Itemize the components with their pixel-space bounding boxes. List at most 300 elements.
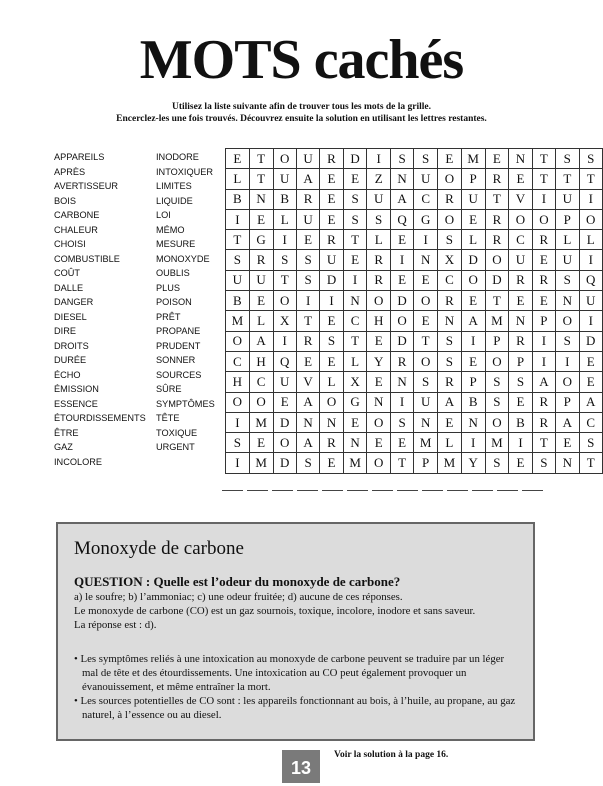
- grid-cell[interactable]: T: [485, 189, 509, 209]
- grid-cell[interactable]: O: [414, 291, 438, 311]
- grid-cell[interactable]: T: [296, 311, 319, 331]
- grid-cell[interactable]: B: [509, 412, 532, 432]
- grid-cell[interactable]: H: [367, 311, 390, 331]
- grid-cell[interactable]: A: [296, 392, 319, 412]
- grid-cell[interactable]: O: [556, 372, 579, 392]
- grid-cell[interactable]: S: [390, 149, 413, 169]
- grid-row: [226, 412, 603, 432]
- grid-cell[interactable]: P: [556, 392, 579, 412]
- word-list-item: DANGER: [54, 297, 94, 307]
- grid-cell[interactable]: G: [414, 209, 438, 229]
- grid-cell[interactable]: O: [485, 351, 509, 371]
- grid-cell[interactable]: M: [438, 453, 462, 473]
- grid-cell[interactable]: H: [226, 372, 250, 392]
- grid-cell[interactable]: T: [343, 230, 367, 250]
- grid-cell[interactable]: S: [556, 331, 579, 351]
- grid-cell[interactable]: I: [579, 189, 603, 209]
- grid-cell[interactable]: D: [390, 291, 413, 311]
- grid-cell[interactable]: E: [249, 209, 273, 229]
- grid-cell[interactable]: N: [296, 412, 319, 432]
- grid-cell[interactable]: S: [320, 331, 343, 351]
- grid-cell[interactable]: B: [461, 392, 485, 412]
- grid-cell[interactable]: I: [343, 270, 367, 290]
- grid-cell[interactable]: T: [532, 433, 555, 453]
- answer-blank[interactable]: [222, 490, 243, 491]
- grid-cell[interactable]: T: [249, 149, 273, 169]
- grid-cell[interactable]: O: [249, 392, 273, 412]
- grid-cell[interactable]: R: [367, 270, 390, 290]
- grid-cell[interactable]: E: [367, 331, 390, 351]
- grid-cell[interactable]: L: [249, 311, 273, 331]
- grid-cell[interactable]: N: [509, 149, 532, 169]
- grid-cell[interactable]: V: [296, 372, 319, 392]
- grid-cell[interactable]: I: [320, 291, 343, 311]
- grid-cell[interactable]: N: [343, 433, 367, 453]
- grid-cell[interactable]: D: [273, 412, 296, 432]
- word-list-item: LOI: [156, 210, 171, 220]
- grid-cell[interactable]: P: [509, 351, 532, 371]
- grid-cell[interactable]: U: [556, 250, 579, 270]
- grid-cell[interactable]: X: [343, 372, 367, 392]
- word-list-item: MÉMO: [156, 224, 185, 235]
- grid-cell[interactable]: E: [579, 372, 603, 392]
- grid-cell[interactable]: U: [414, 169, 438, 189]
- grid-cell[interactable]: C: [438, 270, 462, 290]
- grid-cell[interactable]: E: [438, 149, 462, 169]
- grid-cell[interactable]: P: [485, 331, 509, 351]
- word-list-item: ÊTRE: [54, 427, 79, 438]
- grid-cell[interactable]: H: [249, 351, 273, 371]
- grid-cell[interactable]: O: [226, 331, 250, 351]
- grid-row: [226, 453, 603, 473]
- grid-cell[interactable]: D: [320, 270, 343, 290]
- answer-blank[interactable]: [397, 490, 418, 491]
- grid-cell[interactable]: S: [438, 351, 462, 371]
- grid-cell[interactable]: A: [438, 392, 462, 412]
- grid-row: [226, 230, 603, 250]
- grid-cell[interactable]: M: [226, 311, 250, 331]
- grid-cell[interactable]: S: [579, 149, 603, 169]
- grid-cell[interactable]: R: [390, 351, 413, 371]
- grid-cell[interactable]: E: [509, 453, 532, 473]
- grid-cell[interactable]: I: [532, 189, 555, 209]
- grid-cell[interactable]: M: [485, 433, 509, 453]
- grid-cell[interactable]: S: [556, 270, 579, 290]
- grid-cell[interactable]: U: [296, 149, 319, 169]
- grid-cell[interactable]: R: [249, 250, 273, 270]
- grid-cell[interactable]: L: [556, 230, 579, 250]
- answer-blank[interactable]: [247, 490, 268, 491]
- grid-cell[interactable]: T: [556, 169, 579, 189]
- page-number: 13: [282, 750, 320, 783]
- grid-cell[interactable]: R: [296, 189, 319, 209]
- grid-cell[interactable]: S: [390, 412, 413, 432]
- answer-blank[interactable]: [347, 490, 368, 491]
- grid-cell[interactable]: E: [320, 351, 343, 371]
- grid-cell[interactable]: O: [438, 209, 462, 229]
- grid-cell[interactable]: I: [532, 331, 555, 351]
- grid-cell[interactable]: E: [532, 291, 555, 311]
- answer-blank[interactable]: [322, 490, 343, 491]
- grid-cell[interactable]: O: [367, 453, 390, 473]
- grid-cell[interactable]: R: [296, 331, 319, 351]
- answer-blank[interactable]: [522, 490, 543, 491]
- grid-cell[interactable]: O: [320, 392, 343, 412]
- grid-cell[interactable]: A: [390, 189, 413, 209]
- grid-cell[interactable]: E: [461, 291, 485, 311]
- grid-cell[interactable]: E: [390, 433, 413, 453]
- grid-cell[interactable]: L: [438, 433, 462, 453]
- grid-cell[interactable]: S: [532, 453, 555, 473]
- grid-cell[interactable]: R: [532, 412, 555, 432]
- grid-cell[interactable]: A: [532, 372, 555, 392]
- grid-cell[interactable]: T: [532, 169, 555, 189]
- grid-cell[interactable]: E: [438, 412, 462, 432]
- grid-cell[interactable]: O: [485, 412, 509, 432]
- grid-cell[interactable]: R: [320, 230, 343, 250]
- grid-cell[interactable]: N: [556, 291, 579, 311]
- grid-cell[interactable]: U: [579, 291, 603, 311]
- grid-cell[interactable]: S: [343, 189, 367, 209]
- grid-cell[interactable]: R: [438, 189, 462, 209]
- grid-cell[interactable]: T: [579, 169, 603, 189]
- grid-cell[interactable]: O: [485, 250, 509, 270]
- grid-cell[interactable]: L: [273, 209, 296, 229]
- word-list-item: CHALEUR: [54, 224, 98, 235]
- grid-cell[interactable]: P: [532, 311, 555, 331]
- instructions-line-2: Encerclez-les une fois trouvés. Découvrez ensuite la solution en utilisant les lettres restantes.: [116, 114, 487, 124]
- grid-cell[interactable]: N: [343, 291, 367, 311]
- grid-cell[interactable]: M: [461, 149, 485, 169]
- grid-cell[interactable]: O: [367, 291, 390, 311]
- grid-cell[interactable]: U: [556, 189, 579, 209]
- grid-cell[interactable]: T: [249, 169, 273, 189]
- grid-cell[interactable]: D: [273, 453, 296, 473]
- grid-cell[interactable]: E: [532, 250, 555, 270]
- grid-cell[interactable]: Z: [367, 169, 390, 189]
- grid-cell[interactable]: E: [320, 169, 343, 189]
- grid-cell[interactable]: E: [343, 250, 367, 270]
- grid-cell[interactable]: E: [296, 230, 319, 250]
- grid-cell[interactable]: N: [320, 412, 343, 432]
- grid-cell[interactable]: S: [273, 250, 296, 270]
- grid-cell[interactable]: C: [343, 311, 367, 331]
- quiz-options: a) le soufre; b) l’ammoniac; c) une odeur fruitée; d) aucune de ces réponses.: [74, 591, 403, 603]
- grid-cell[interactable]: Q: [579, 270, 603, 290]
- grid-cell[interactable]: X: [273, 311, 296, 331]
- grid-cell[interactable]: U: [414, 392, 438, 412]
- grid-cell[interactable]: R: [438, 372, 462, 392]
- grid-cell[interactable]: S: [226, 250, 250, 270]
- grid-cell[interactable]: A: [296, 433, 319, 453]
- grid-cell[interactable]: E: [414, 270, 438, 290]
- page-title: MOTS cachés: [139, 29, 464, 91]
- grid-cell[interactable]: I: [532, 351, 555, 371]
- grid-cell[interactable]: O: [579, 209, 603, 229]
- grid-cell[interactable]: L: [461, 230, 485, 250]
- grid-cell[interactable]: S: [485, 453, 509, 473]
- grid-cell[interactable]: U: [273, 372, 296, 392]
- grid-cell[interactable]: M: [414, 433, 438, 453]
- answer-blank[interactable]: [472, 490, 493, 491]
- grid-cell[interactable]: S: [296, 270, 319, 290]
- word-list-item: INTOXIQUER: [156, 166, 214, 177]
- grid-cell[interactable]: U: [320, 250, 343, 270]
- grid-cell[interactable]: M: [249, 412, 273, 432]
- grid-cell[interactable]: S: [226, 433, 250, 453]
- grid-cell[interactable]: O: [390, 311, 413, 331]
- grid-cell[interactable]: S: [485, 372, 509, 392]
- grid-cell[interactable]: C: [579, 412, 603, 432]
- grid-cell[interactable]: A: [556, 412, 579, 432]
- grid-cell[interactable]: Q: [390, 209, 413, 229]
- grid-cell[interactable]: L: [343, 351, 367, 371]
- grid-cell[interactable]: R: [485, 230, 509, 250]
- word-list-item: SONNER: [156, 355, 196, 365]
- grid-cell[interactable]: G: [249, 230, 273, 250]
- grid-cell[interactable]: T: [532, 149, 555, 169]
- grid-cell[interactable]: U: [461, 189, 485, 209]
- answer-blank[interactable]: [497, 490, 518, 491]
- grid-cell[interactable]: I: [296, 291, 319, 311]
- grid-cell[interactable]: U: [367, 189, 390, 209]
- grid-cell[interactable]: R: [320, 149, 343, 169]
- word-list-item: APPAREILS: [54, 152, 105, 162]
- grid-cell[interactable]: S: [485, 392, 509, 412]
- grid-cell[interactable]: M: [485, 311, 509, 331]
- grid-cell[interactable]: O: [509, 209, 532, 229]
- grid-cell[interactable]: M: [343, 453, 367, 473]
- grid-cell[interactable]: I: [226, 453, 250, 473]
- grid-cell[interactable]: I: [556, 351, 579, 371]
- grid-cell[interactable]: T: [226, 230, 250, 250]
- word-list-item: LIMITES: [156, 181, 192, 191]
- grid-cell[interactable]: T: [485, 291, 509, 311]
- grid-cell[interactable]: E: [367, 433, 390, 453]
- grid-cell[interactable]: E: [249, 291, 273, 311]
- answer-blank[interactable]: [372, 490, 393, 491]
- word-list-item: PROPANE: [156, 326, 201, 336]
- grid-cell[interactable]: D: [579, 331, 603, 351]
- grid-cell[interactable]: S: [509, 372, 532, 392]
- grid-cell[interactable]: P: [414, 453, 438, 473]
- grid-cell[interactable]: S: [343, 209, 367, 229]
- answer-blank[interactable]: [447, 490, 468, 491]
- grid-cell[interactable]: S: [414, 372, 438, 392]
- grid-cell[interactable]: C: [509, 230, 532, 250]
- grid-cell[interactable]: I: [390, 250, 413, 270]
- grid-cell[interactable]: E: [343, 169, 367, 189]
- grid-cell[interactable]: I: [579, 311, 603, 331]
- grid-cell[interactable]: I: [509, 433, 532, 453]
- grid-cell[interactable]: P: [556, 209, 579, 229]
- grid-cell[interactable]: N: [414, 250, 438, 270]
- grid-cell[interactable]: E: [461, 209, 485, 229]
- grid-row: [226, 189, 603, 209]
- grid-cell[interactable]: E: [273, 392, 296, 412]
- grid-cell[interactable]: U: [249, 270, 273, 290]
- grid-cell[interactable]: E: [367, 372, 390, 392]
- grid-cell[interactable]: O: [367, 412, 390, 432]
- grid-cell[interactable]: L: [320, 372, 343, 392]
- grid-cell[interactable]: O: [226, 392, 250, 412]
- grid-cell[interactable]: I: [390, 392, 413, 412]
- grid-cell[interactable]: N: [509, 311, 532, 331]
- grid-cell[interactable]: U: [226, 270, 250, 290]
- grid-cell[interactable]: E: [249, 433, 273, 453]
- word-list-item: PRÊT: [156, 311, 181, 322]
- grid-cell[interactable]: E: [485, 149, 509, 169]
- grid-cell[interactable]: O: [556, 311, 579, 331]
- word-list-item: ÉMISSION: [54, 384, 99, 394]
- fact-bullet-symptoms: • Les symptômes reliés à une intoxication au monoxyde de carbone peuvent se traduire par un léger mal de tête et des étourdissements. Une intoxication au CO peut également provoquer un évanouissement, et même entraîner la mort.: [74, 653, 505, 693]
- instructions: [0, 101, 603, 125]
- grid-cell[interactable]: E: [579, 351, 603, 371]
- grid-cell[interactable]: R: [532, 230, 555, 250]
- grid-cell[interactable]: R: [509, 270, 532, 290]
- grid-cell[interactable]: S: [414, 149, 438, 169]
- grid-cell[interactable]: T: [343, 331, 367, 351]
- word-list-item: CARBONE: [54, 210, 100, 220]
- grid-cell[interactable]: R: [532, 392, 555, 412]
- grid-cell[interactable]: N: [556, 453, 579, 473]
- grid-cell[interactable]: R: [367, 250, 390, 270]
- word-list-column-2: [156, 150, 215, 455]
- grid-cell[interactable]: O: [414, 351, 438, 371]
- grid-row: [226, 270, 603, 290]
- word-list-item: MESURE: [156, 239, 196, 249]
- grid-cell[interactable]: N: [390, 372, 413, 392]
- grid-cell[interactable]: Q: [273, 351, 296, 371]
- grid-cell[interactable]: E: [320, 453, 343, 473]
- grid-cell[interactable]: I: [226, 209, 250, 229]
- grid-cell[interactable]: I: [579, 250, 603, 270]
- grid-cell[interactable]: L: [579, 230, 603, 250]
- answer-blank[interactable]: [272, 490, 293, 491]
- grid-cell[interactable]: E: [320, 189, 343, 209]
- grid-cell[interactable]: O: [438, 169, 462, 189]
- word-list-item: COMBUSTIBLE: [54, 253, 120, 264]
- grid-cell[interactable]: E: [226, 149, 250, 169]
- grid-cell[interactable]: E: [320, 209, 343, 229]
- grid-cell[interactable]: X: [438, 250, 462, 270]
- grid-cell[interactable]: D: [461, 250, 485, 270]
- grid-cell[interactable]: E: [414, 311, 438, 331]
- grid-cell[interactable]: A: [296, 169, 319, 189]
- grid-cell[interactable]: Y: [461, 453, 485, 473]
- grid-row: [226, 372, 603, 392]
- grid-cell[interactable]: E: [343, 412, 367, 432]
- grid-cell[interactable]: D: [485, 270, 509, 290]
- grid-cell[interactable]: A: [249, 331, 273, 351]
- grid-cell[interactable]: O: [273, 433, 296, 453]
- grid-cell[interactable]: I: [273, 230, 296, 250]
- grid-cell[interactable]: E: [509, 291, 532, 311]
- grid-cell[interactable]: S: [296, 453, 319, 473]
- grid-cell[interactable]: C: [249, 372, 273, 392]
- grid-cell[interactable]: N: [461, 412, 485, 432]
- grid-cell[interactable]: P: [461, 169, 485, 189]
- grid-cell[interactable]: C: [226, 351, 250, 371]
- grid-cell[interactable]: B: [273, 189, 296, 209]
- grid-cell[interactable]: O: [461, 270, 485, 290]
- grid-cell[interactable]: E: [390, 270, 413, 290]
- grid-cell[interactable]: U: [509, 250, 532, 270]
- grid-cell[interactable]: R: [438, 291, 462, 311]
- grid-cell[interactable]: I: [367, 149, 390, 169]
- grid-cell[interactable]: S: [367, 209, 390, 229]
- grid-cell[interactable]: O: [273, 149, 296, 169]
- grid-cell[interactable]: A: [579, 392, 603, 412]
- grid-cell[interactable]: S: [438, 230, 462, 250]
- grid-cell[interactable]: E: [320, 311, 343, 331]
- grid-cell[interactable]: R: [320, 433, 343, 453]
- grid-cell[interactable]: L: [367, 230, 390, 250]
- grid-cell[interactable]: L: [226, 169, 250, 189]
- grid-cell[interactable]: P: [461, 372, 485, 392]
- grid-cell[interactable]: E: [296, 351, 319, 371]
- grid-cell[interactable]: A: [461, 311, 485, 331]
- grid-cell[interactable]: E: [556, 433, 579, 453]
- grid-cell[interactable]: D: [390, 331, 413, 351]
- grid-cell[interactable]: R: [485, 169, 509, 189]
- answer-blank[interactable]: [422, 490, 443, 491]
- grid-cell[interactable]: R: [532, 270, 555, 290]
- grid-cell[interactable]: E: [461, 351, 485, 371]
- grid-cell[interactable]: T: [414, 331, 438, 351]
- grid-cell[interactable]: I: [461, 331, 485, 351]
- grid-cell[interactable]: S: [296, 250, 319, 270]
- grid-cell[interactable]: M: [249, 453, 273, 473]
- grid-cell[interactable]: S: [556, 149, 579, 169]
- grid-cell[interactable]: S: [438, 331, 462, 351]
- grid-cell[interactable]: I: [273, 331, 296, 351]
- grid-cell[interactable]: U: [273, 169, 296, 189]
- grid-cell[interactable]: T: [273, 270, 296, 290]
- grid-cell[interactable]: I: [461, 433, 485, 453]
- answer-blank[interactable]: [297, 490, 318, 491]
- grid-row: [226, 250, 603, 270]
- word-list-item: PLUS: [156, 282, 181, 293]
- grid-cell[interactable]: O: [532, 209, 555, 229]
- grid-cell[interactable]: N: [367, 392, 390, 412]
- grid-cell[interactable]: S: [579, 433, 603, 453]
- grid-cell[interactable]: E: [509, 392, 532, 412]
- grid-cell[interactable]: V: [509, 189, 532, 209]
- grid-cell[interactable]: N: [249, 189, 273, 209]
- grid-cell[interactable]: O: [273, 291, 296, 311]
- grid-cell[interactable]: C: [414, 189, 438, 209]
- grid-cell[interactable]: T: [390, 453, 413, 473]
- grid-cell[interactable]: I: [414, 230, 438, 250]
- grid-cell[interactable]: R: [485, 209, 509, 229]
- grid-cell[interactable]: E: [390, 230, 413, 250]
- grid-cell[interactable]: N: [414, 412, 438, 432]
- grid-cell[interactable]: B: [226, 189, 250, 209]
- grid-cell[interactable]: N: [390, 169, 413, 189]
- grid-cell[interactable]: T: [579, 453, 603, 473]
- grid-cell[interactable]: D: [343, 149, 367, 169]
- grid-cell[interactable]: Y: [367, 351, 390, 371]
- grid-cell[interactable]: E: [509, 169, 532, 189]
- grid-cell[interactable]: I: [226, 412, 250, 432]
- grid-cell[interactable]: R: [509, 331, 532, 351]
- grid-cell[interactable]: N: [438, 311, 462, 331]
- word-list-item: BOIS: [54, 195, 76, 206]
- grid-cell[interactable]: B: [226, 291, 250, 311]
- grid-cell[interactable]: G: [343, 392, 367, 412]
- grid-cell[interactable]: U: [296, 209, 319, 229]
